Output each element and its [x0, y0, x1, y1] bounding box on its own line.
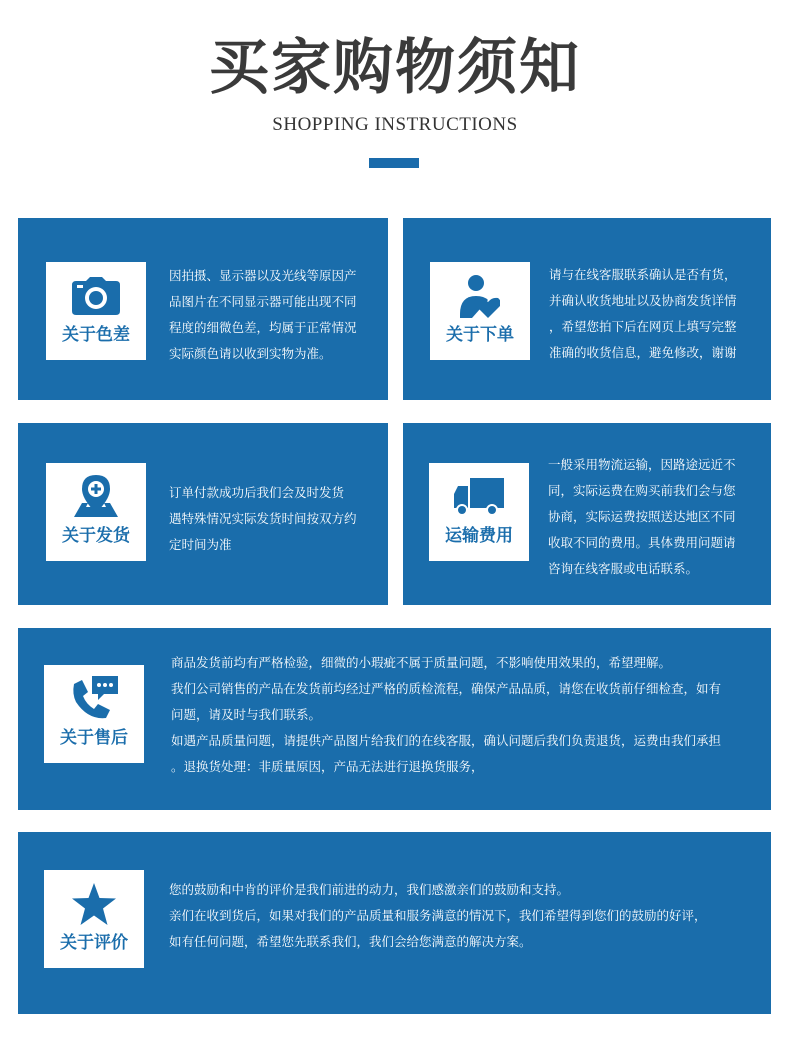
- icon-box-color-diff: [46, 262, 146, 360]
- icon-box-order: [430, 262, 530, 360]
- text-line: 订单付款成功后我们会及时发货: [169, 485, 345, 500]
- text-line: 我们公司销售的产品在发货前均经过严格的质检流程，确保产品品质，请您在收货前仔细检查，如有: [171, 681, 722, 696]
- text-line: 遇特殊情况实际发货时间按双方约: [169, 511, 357, 526]
- label-review: 关于评价: [60, 933, 128, 953]
- user-heart-icon: [460, 274, 500, 318]
- title-divider: [369, 158, 419, 168]
- card-color-diff: [18, 218, 388, 400]
- text-line: 实际颜色请以收到实物为准。: [169, 346, 332, 361]
- card-aftersale: [18, 628, 771, 810]
- text-line: 程度的细微色差，均属于正常情况: [169, 320, 357, 335]
- card-review: [18, 832, 771, 1014]
- text-line: 亲们在收到货后，如果对我们的产品质量和服务满意的情况下，我们希望得到您们的鼓励的好评，: [169, 908, 707, 923]
- label-color-diff: 关于色差: [62, 325, 130, 345]
- text-line: 因拍摄、显示器以及光线等原因产: [169, 268, 357, 283]
- text-line: 您的鼓励和中肯的评价是我们前进的动力，我们感激亲们的鼓励和支持。: [169, 882, 570, 897]
- icon-box-freight: [429, 463, 529, 561]
- icon-box-aftersale: [44, 665, 144, 763]
- text-order: [549, 262, 764, 366]
- text-line: 问题，请及时与我们联系。: [171, 707, 322, 722]
- text-line: 并确认收货地址以及协商发货详情: [549, 293, 737, 308]
- text-line: 如有任何问题，希望您先联系我们，我们会给您满意的解决方案。: [169, 934, 532, 949]
- truck-icon: [454, 478, 504, 516]
- card-order: [403, 218, 771, 400]
- text-line: 。退换货处理：非质量原因，产品无法进行退换货服务，: [171, 759, 484, 774]
- text-line: 商品发货前均有严格检验，细微的小瑕疵不属于质量问题，不影响使用效果的，希望理解。: [171, 655, 672, 670]
- text-freight: [548, 452, 766, 582]
- icon-box-shipping: [46, 463, 146, 561]
- card-shipping: [18, 423, 388, 605]
- text-shipping: [169, 480, 379, 558]
- card-freight: [403, 423, 771, 605]
- label-aftersale: 关于售后: [60, 728, 128, 748]
- text-review: [169, 877, 761, 955]
- text-line: 同，实际运费在购买前我们会与您: [548, 483, 736, 498]
- text-aftersale: [171, 650, 761, 780]
- text-line: 一般采用物流运输，因路途远近不: [548, 457, 736, 472]
- text-line: 请与在线客服联系确认是否有货，: [549, 267, 737, 282]
- text-line: 准确的收货信息，避免修改，谢谢: [549, 345, 737, 360]
- text-line: 品图片在不同显示器可能出现不同: [169, 294, 357, 309]
- label-shipping: 关于发货: [62, 526, 130, 546]
- text-line: ，希望您拍下后在网页上填写完整: [549, 319, 737, 334]
- page-title: 买家购物须知: [209, 33, 581, 103]
- text-line: 收取不同的费用。具体费用问题请: [548, 535, 736, 550]
- text-line: 定时间为准: [169, 537, 232, 552]
- text-line: 咨询在线客服或电话联系。: [548, 561, 699, 576]
- star-icon: [72, 883, 116, 925]
- page-subtitle: SHOPPING INSTRUCTIONS: [272, 114, 518, 135]
- location-pin-icon: [74, 475, 118, 519]
- phone-chat-icon: [70, 676, 118, 722]
- camera-icon: [72, 277, 120, 315]
- text-line: 如遇产品质量问题，请提供产品图片给我们的在线客服，确认问题后我们负责退货，运费由我们承担: [171, 733, 722, 748]
- icon-box-review: [44, 870, 144, 968]
- label-order: 关于下单: [446, 325, 514, 345]
- text-line: 协商，实际运费按照送达地区不同: [548, 509, 736, 524]
- text-color-diff: [169, 263, 379, 367]
- label-freight: 运输费用: [445, 526, 513, 546]
